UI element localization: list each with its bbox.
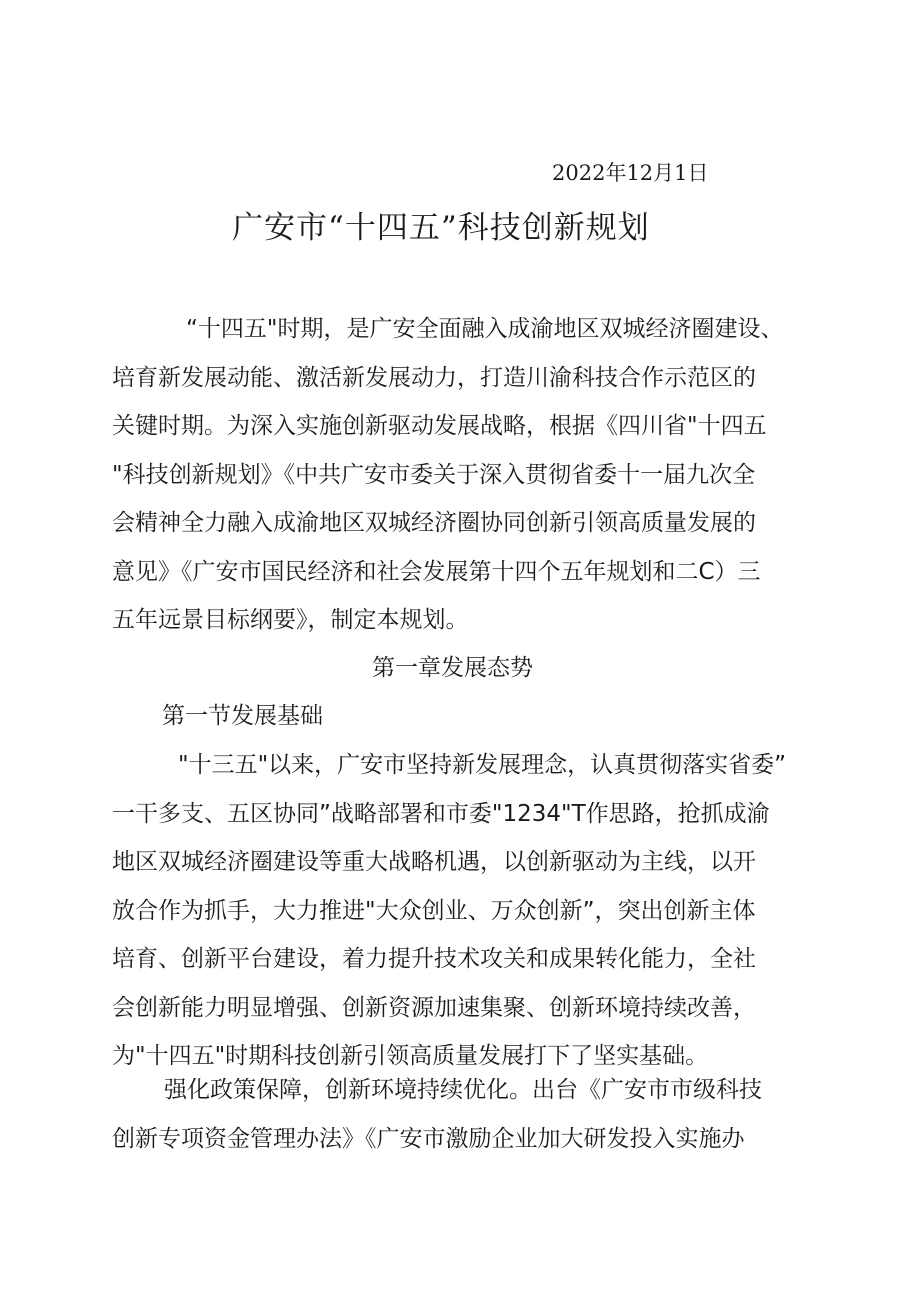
intro-line: “十四五"时期，是广安全面融入成渝地区双城经济圈建设、 [186,316,784,342]
intro-line: "科技创新规划》《中共广安市委关于深入贯彻省委十一届九次全 [112,461,756,488]
basis-line: 为"十四五"时期科技创新引领高质量发展打下了坚实基础。 [112,1043,709,1069]
basis-line: 培育、创新平台建设，着力提升技术攻关和成果转化能力，全社 [112,946,756,972]
intro-line: 意见》《广安市国民经济和社会发展第十四个五年规划和二C）三 [112,558,761,585]
chapter-heading: 第一章发展态势 [372,655,533,681]
basis-line: 地区双城经济圈建设等重大战略机遇，以创新驱动为主线，以开 [112,849,756,875]
basis-line: 会创新能力明显增强、创新资源加速集聚、创新环境持续改善， [112,994,756,1021]
document-title: 广安市“十四五”科技创新规划 [232,210,650,246]
basis-line: 放合作为抓手，大力推进"大众创业、万众创新”，突出创新主体 [112,897,756,924]
intro-line: 五年远景目标纲要》，制定本规划。 [112,607,469,633]
basis-paragraph [112,741,822,1081]
intro-line: 关键时期。为深入实施创新驱动发展战略，根据《四川省"十四五 [112,413,767,439]
intro-paragraph [112,305,822,645]
document-date: 2022年12月1日 [552,161,709,185]
policy-line: 强化政策保障，创新环境持续优化。出台《广安市市级科技 [164,1077,762,1103]
section-heading: 第一节发展基础 [162,703,323,729]
policy-paragraph [112,1066,822,1163]
intro-line: 会精神全力融入成渝地区双城经济圈协同创新引领高质量发展的 [112,510,756,536]
basis-line: 一干多支、五区协同”战略部署和市委"1234"T作思路，抢抓成渝 [112,800,770,827]
basis-line: "十三五"以来，广安市坚持新发展理念，认真贯彻落实省委” [178,752,787,778]
policy-line: 创新专项资金管理办法》《广安市激励企业加大研发投入实施办 [112,1125,745,1152]
intro-line: 培育新发展动能、激活新发展动力，打造川渝科技合作示范区的 [112,364,756,391]
